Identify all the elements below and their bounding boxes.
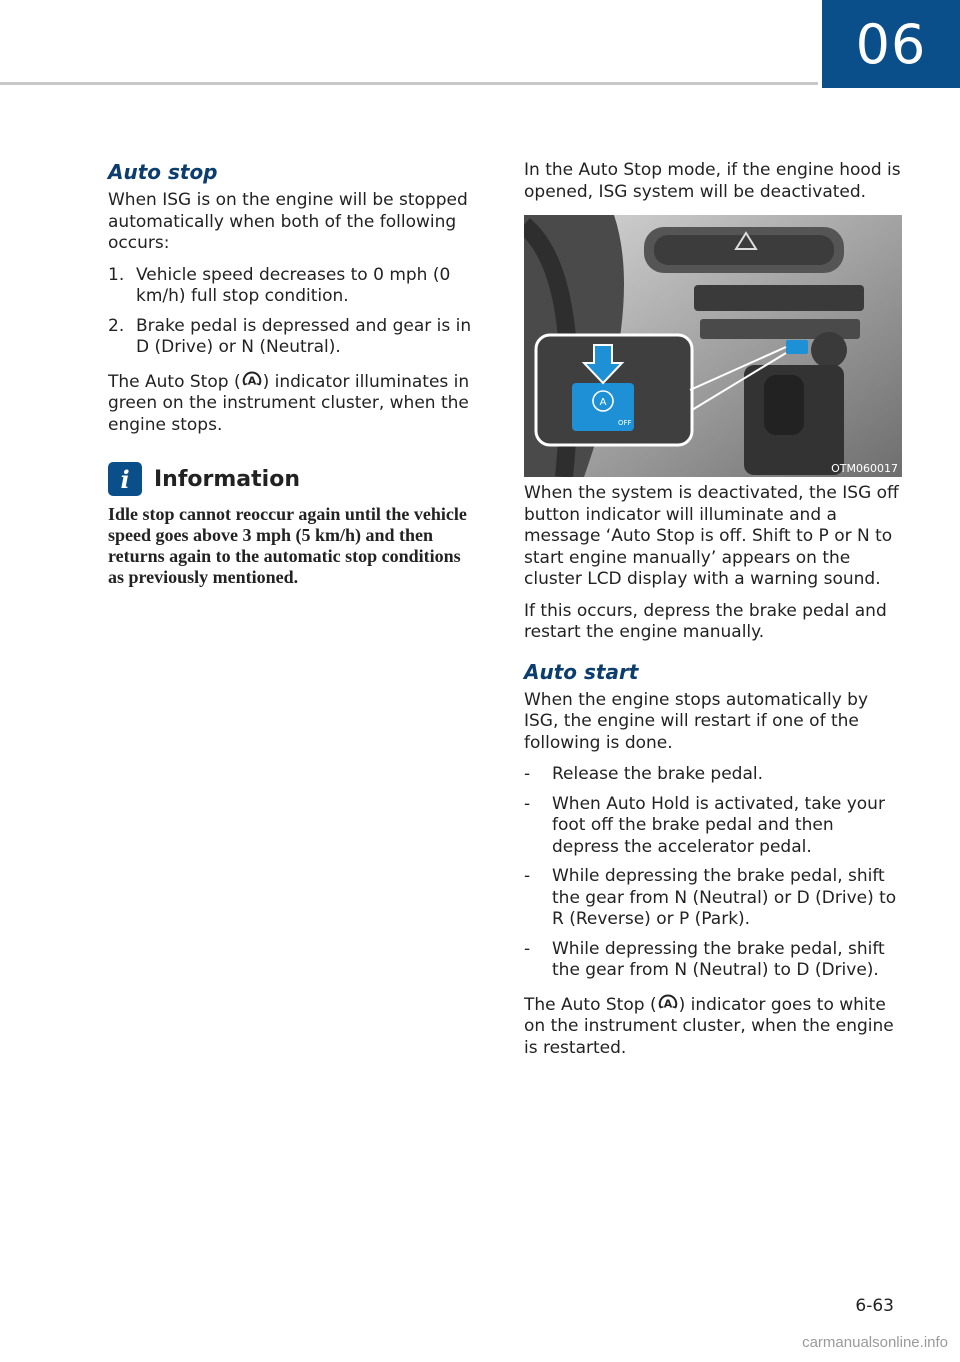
svg-text:A: A: [599, 397, 607, 408]
list-item: [108, 265, 480, 308]
restart-manually-text: If this occurs, depress the brake pedal and restart the engine manually.: [524, 600, 887, 642]
list-item: [524, 939, 904, 982]
list-text: While depressing the brake pedal, shift the gear from N (Neutral) to D (Drive).: [552, 938, 885, 980]
svg-text:A: A: [247, 374, 256, 388]
header-rule: [0, 82, 818, 85]
auto-start-conditions: [524, 764, 904, 982]
figure-code: OTM060017: [831, 462, 898, 475]
auto-start-indicator-text: [524, 992, 904, 1060]
chapter-tab: 06: [822, 0, 960, 88]
auto-stop-conditions: [108, 265, 480, 359]
console-photo: [524, 215, 902, 477]
isg-button-illustration: [524, 215, 902, 477]
deactivated-text: When the system is deactivated, the ISG off button indicator will illuminate and a message ‘Auto Stop is off. Shift to P or N to start engine manually’ appears on the cluster LCD display with a warning sound.: [524, 483, 899, 589]
list-text: Brake pedal is depressed and gear is in D (Drive) or N (Neutral).: [136, 315, 472, 357]
watermark: carmanualsonline.info: [802, 1334, 948, 1351]
indicator-text-before: The Auto Stop (: [108, 371, 241, 392]
list-text: When Auto Hold is activated, take your foot off the brake pedal and then depress the accelerator pedal.: [552, 793, 885, 857]
left-column: [108, 160, 480, 588]
list-bullet: -: [524, 764, 531, 784]
information-text: Idle stop cannot reoccur again until the vehicle speed goes above 3 mph (5 km/h) and then returns again to the automatic stop conditions as previously mentioned.: [108, 504, 467, 587]
list-item: [524, 866, 904, 931]
svg-text:OFF: OFF: [618, 419, 632, 427]
indicator-text-before: The Auto Stop (: [524, 994, 657, 1015]
auto-start-intro: When the engine stops automatically by ISG, the engine will restart if one of the following is done.: [524, 689, 869, 753]
auto-stop-indicator-text: [108, 369, 480, 437]
indicator-text-after: ) indicator illuminates in green on the instrument cluster, when the engine stops.: [108, 371, 470, 435]
list-item: [524, 794, 904, 859]
information-title: Information: [154, 466, 300, 492]
list-text: While depressing the brake pedal, shift the gear from N (Neutral) or D (Drive) to R (Reverse) or P (Park).: [552, 866, 897, 929]
list-item: [524, 764, 904, 786]
hood-text: In the Auto Stop mode, if the engine hood is opened, ISG system will be deactivated.: [524, 160, 901, 202]
list-bullet: -: [524, 793, 531, 814]
list-item: [108, 316, 480, 359]
indicator-text-after: ) indicator goes to white on the instrument cluster, when the engine is restarted.: [524, 994, 894, 1058]
auto-stop-icon: [657, 992, 679, 1014]
svg-text:A: A: [663, 997, 672, 1011]
list-text: Release the brake pedal.: [552, 764, 764, 784]
info-icon: i: [108, 462, 142, 496]
list-number: 2.: [108, 315, 125, 336]
right-column: [524, 160, 904, 1069]
list-bullet: -: [524, 938, 531, 959]
auto-stop-icon: [241, 369, 263, 391]
auto-stop-heading: Auto stop: [108, 160, 218, 184]
auto-stop-intro: When ISG is on the engine will be stopped automatically when both of the following occurs:: [108, 190, 468, 253]
list-number: 1.: [108, 264, 125, 285]
information-header: [108, 462, 480, 496]
list-bullet: -: [524, 866, 531, 886]
list-text: Vehicle speed decreases to 0 mph (0 km/h) full stop condition.: [136, 264, 451, 306]
auto-start-heading: Auto start: [524, 659, 639, 684]
page-number: 6-63: [855, 1296, 894, 1316]
